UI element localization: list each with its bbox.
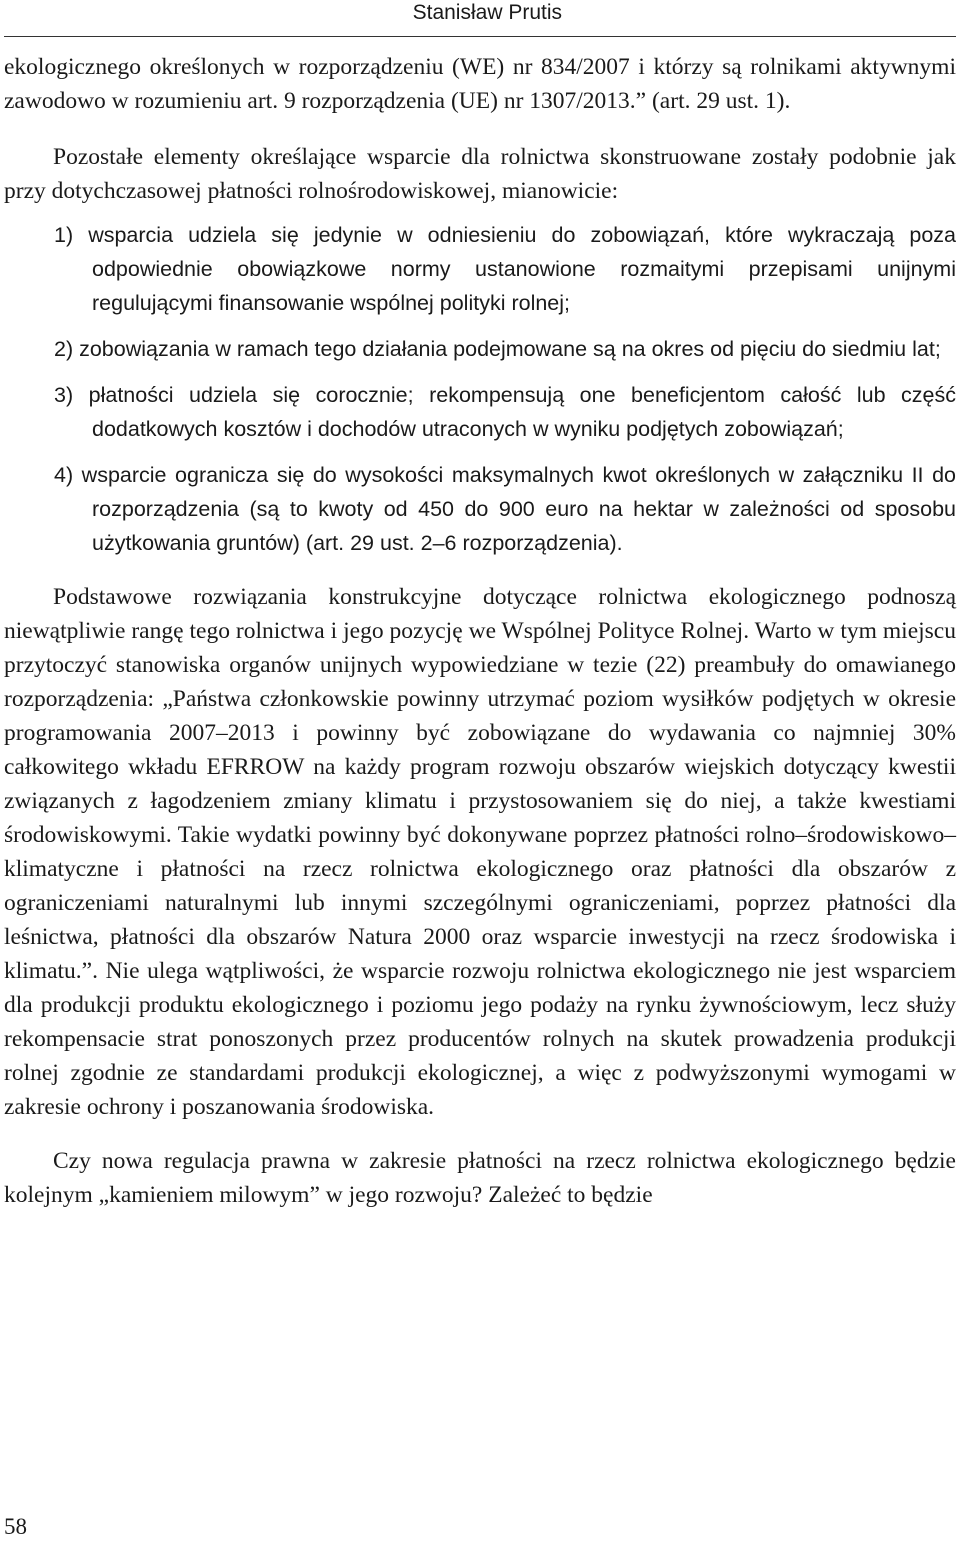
paragraph-intro: Pozostałe elementy określające wsparcie dla rolnictwa skonstruowane zostały podobnie jak przy dotychczasowej płatności rolnośrodowiskowej, mianowicie: [4, 144, 956, 204]
numbered-list [4, 218, 956, 560]
paragraph-continuation: ekologicznego określonych w rozporządzeniu (WE) nr 834/2007 i którzy są rolnikami aktywnymi zawodowo w rozumieniu art. 9 rozporządzenia (UE) nr 1307/2013.” (art. 29 ust. 1). [4, 54, 956, 114]
running-head-author: Stanisław Prutis [412, 1, 562, 24]
paragraph-main: Podstawowe rozwiązania konstrukcyjne dotyczące rolnictwa ekologicznego podnoszą niewątpliwie rangę tego rolnictwa i jego pozycję we Wspólnej Polityce Rolnej. Warto w tym miejscu przytoczyć stanowiska organów unijnych wypowiedziane w tezie (22) preambuły do omawianego rozporządzenia: „Państwa członkowskie powinny utrzymać poziom wysiłków podjętych w okresie programowania 2007–2013 i powinny być zobowiązane do wydawania co najmniej 30% całkowitego wkładu EFRROW na każdy program rozwoju obszarów wiejskich dotyczący kwestii związanych z łagodzeniem zmiany klimatu i przystosowaniem się do niej, a także kwestiami środowiskowymi. Takie wydatki powinny być dokonywane poprzez płatności rolno–środowiskowo–klimatyczne i płatności na rzecz rolnictwa ekologicznego oraz płatności dla obszarów z ograniczeniami naturalnymi lub innymi szczególnymi ograniczeniami, poprzez płatności dla leśnictwa, płatności dla obszarów Natura 2000 oraz wsparcie inwestycji na rzecz środowiska i klimatu.”. Nie ulega wątpliwości, że wsparcie rozwoju rolnictwa ekologicznego nie jest wsparciem dla produkcji produktu ekologicznego i poziomu jego podaży na rynku żywnościowym, lecz służy rekompensacie strat ponoszonych przez producentów rolnych na skutek prowadzenia produkcji rolnej zgodnie ze standardami produkcji ekologicznej, a więc z podwyższonymi wymogami w zakresie ochrony i poszanowania środowiska. [4, 584, 956, 1120]
header-rule [4, 36, 956, 37]
list-item: 4) wsparcie ogranicza się do wysokości maksymalnych kwot określonych w załączniku II do rozporządzenia (są to kwoty od 450 do 900 euro na hektar w zależności od sposobu użytkowania gruntów) (art. 29 ust. 2–6 rozporządzenia). [54, 463, 956, 555]
paragraph-closing: Czy nowa regulacja prawna w zakresie płatności na rzecz rolnictwa ekologicznego będzie kolejnym „kamieniem milowym” w jego rozwoju? Zależeć to będzie [4, 1148, 956, 1208]
page-body [4, 50, 956, 1212]
list-item: 2) zobowiązania w ramach tego działania podejmowane są na okres od pięciu do siedmiu lat; [54, 337, 941, 361]
list-item: 1) wsparcia udziela się jedynie w odniesieniu do zobowiązań, które wykraczają poza odpowiednie obowiązkowe normy ustanowione rozmaitymi przepisami unijnymi regulującymi finansowanie wspólnej polityki rolnej; [54, 223, 956, 315]
page-number: 58 [4, 1514, 27, 1539]
list-item: 3) płatności udziela się corocznie; rekompensują one beneficjentom całość lub część dodatkowych kosztów i dochodów utraconych w wyniku podjętych zobowiązań; [54, 383, 956, 441]
